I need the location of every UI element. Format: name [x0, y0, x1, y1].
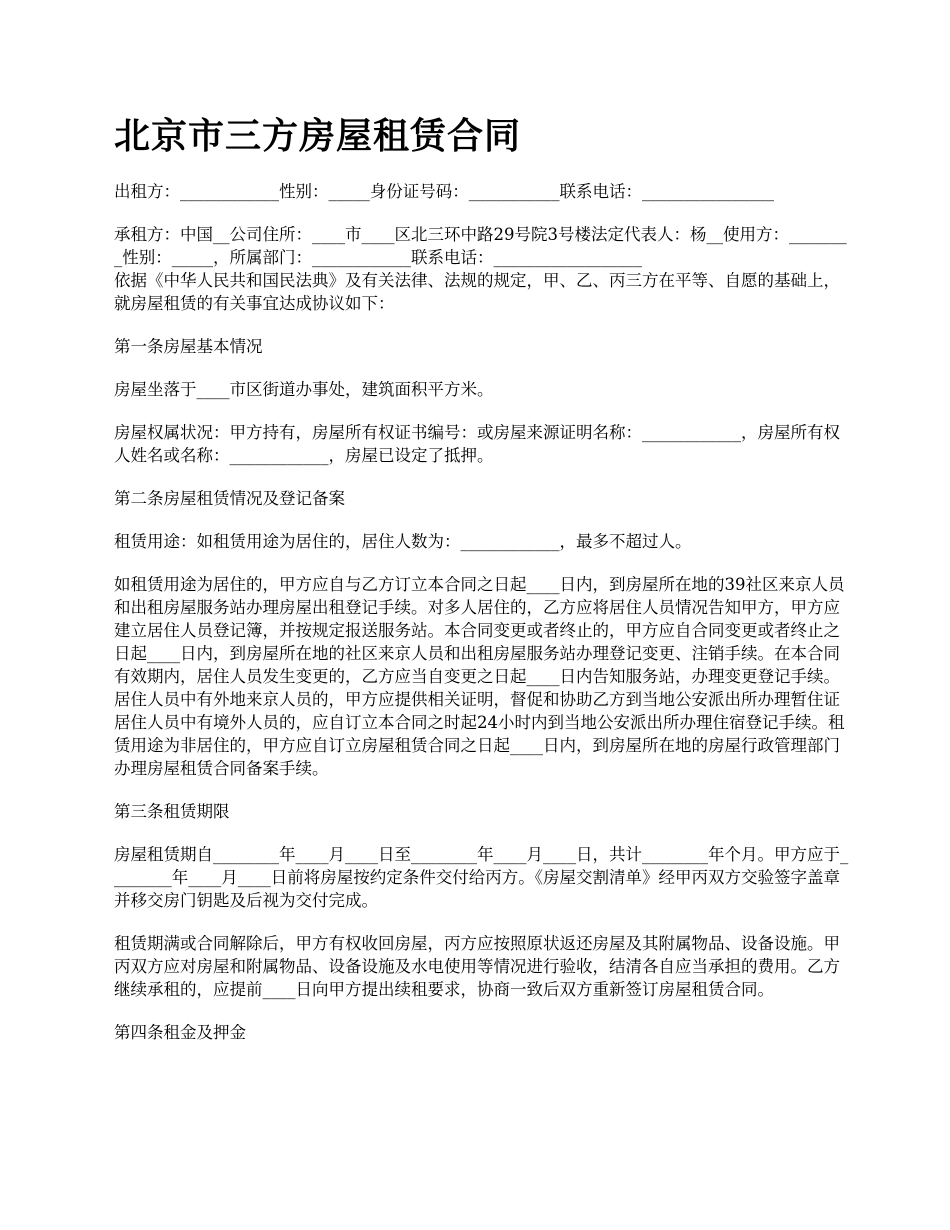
property-location-paragraph: 房屋坐落于____市区街道办事处，建筑面积平方米。	[114, 380, 494, 399]
preamble-paragraph: 依据《中华人民共和国民法典》及有关法律、法规的规定，甲、乙、丙三方在平等、自愿的基础上，就房屋租赁的有关事宜达成协议如下：	[114, 271, 840, 313]
article-1-heading: 第一条房屋基本情况	[114, 337, 263, 356]
property-ownership-paragraph: 房屋权属状况：甲方持有，房屋所有权证书编号：或房屋来源证明名称：____________，房屋所有权人姓名或名称：____________，房屋已设定了抵押。	[114, 423, 840, 465]
document-title: 北京市三方房屋租赁合同	[114, 115, 522, 157]
lease-term-paragraph: 房屋租赁期自________年____月____日至________年____月____日，共计________年个月。甲方应于________年____月____日前将房屋按约定条件交付给丙方。《房屋交割清单》经甲丙双方交验签字盖章并移交房门钥匙及后视为交付完成。	[114, 845, 849, 910]
lessor-info-line: 出租方：____________性别：_____身份证号码：___________联系电话：________________	[114, 182, 774, 201]
lease-purpose-paragraph: 租赁用途：如租赁用途为居住的，居住人数为：____________，最多不超过人。	[114, 532, 692, 551]
article-4-heading: 第四条租金及押金	[114, 1023, 246, 1042]
registration-paragraph: 如租赁用途为居住的，甲方应自与乙方订立本合同之日起____日内，到房屋所在地的39社区来京人员和出租房屋服务站办理房屋出租登记手续。对多人居住的，乙方应将居住人员情况告知甲方，甲方应建立居住人员登记簿，并按规定报送服务站。本合同变更或者终止的，甲方应自合同变更或者终止之日起____日内，到房屋所在地的社区来京人员和出租房屋服务站办理登记变更、注销手续。在本合同有效期内，居住人员发生变更的，乙方应当自变更之日起____日内告知服务站，办理变更登记手续。居住人员中有外地来京人员的，甲方应提供相关证明，督促和协助乙方到当地公安派出所办理暂住证居住人员中有境外人员的，应自订立本合同之时起24小时内到当地公安派出所办理住宿登记手续。租赁用途为非居住的，甲方应自订立房屋租赁合同之日起____日内，到房屋所在地的房屋行政管理部门办理房屋租赁合同备案手续。	[114, 575, 845, 778]
article-3-heading: 第三条租赁期限	[114, 802, 230, 821]
article-2-heading: 第二条房屋租赁情况及登记备案	[114, 489, 345, 508]
lease-expiry-paragraph: 租赁期满或合同解除后，甲方有权收回房屋，丙方应按照原状返还房屋及其附属物品、设备设施。甲丙双方应对房屋和附属物品、设备设施及水电使用等情况进行验收，结清各自应当承担的费用。乙方继续承租的，应提前____日向甲方提出续租要求，协商一致后双方重新签订房屋租赁合同。	[114, 934, 840, 999]
lessee-info-line: 承租方：中国__公司住所：____市____区北三环中路29号院3号楼法定代表人：杨__使用方：________性别：_____，所属部门：____________联系电话：__________________	[114, 225, 847, 267]
